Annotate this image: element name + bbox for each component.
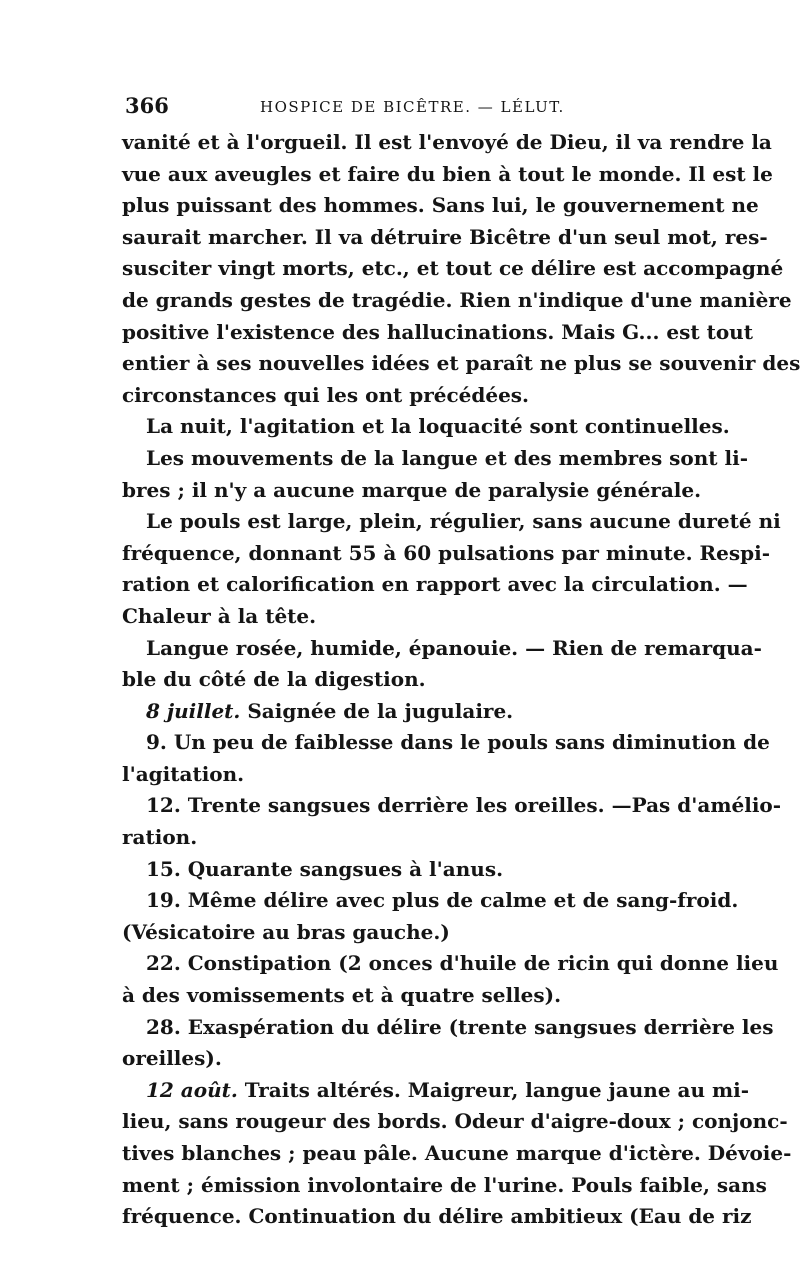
- text-line: susciter vingt morts, etc., et tout ce délire est accompagné: [122, 256, 784, 281]
- text-line: entier à ses nouvelles idées et paraît ne plus se souvenir des: [122, 351, 800, 376]
- body-text: [122, 127, 800, 1233]
- entry-date: 8 juillet.: [146, 698, 241, 723]
- text-line: 9. Un peu de faiblesse dans le pouls sans diminution de: [146, 730, 770, 755]
- text-line: 28. Exaspération du délire (trente sangsues derrière les: [146, 1014, 774, 1039]
- text-line: 19. Même délire avec plus de calme et de sang-froid.: [146, 888, 739, 913]
- text-line: [122, 1075, 750, 1107]
- text-line: ration.: [122, 825, 198, 850]
- text-line: La nuit, l'agitation et la loquacité sont continuelles.: [146, 414, 730, 439]
- running-title: HOSPICE DE BICÊTRE. — LÉLUT.: [260, 98, 565, 116]
- text-line: vue aux aveugles et faire du bien à tout le monde. Il est le: [122, 161, 773, 186]
- text-line: l'agitation.: [122, 761, 245, 786]
- text-line: tives blanches ; peau pâle. Aucune marque d'ictère. Dévoie-: [122, 1141, 792, 1165]
- text-line: fréquence, donnant 55 à 60 pulsations par minute. Respi-: [122, 540, 771, 565]
- text-line: oreilles).: [122, 1046, 222, 1071]
- text-line: Le pouls est large, plein, régulier, sans aucune dureté ni: [146, 509, 781, 534]
- text-line: 22. Constipation (2 onces d'huile de ricin qui donne lieu: [146, 951, 779, 976]
- text-line: de grands gestes de tragédie. Rien n'indique d'une manière: [122, 287, 792, 312]
- text-line: fréquence. Continuation du délire ambitieux (Eau de riz: [122, 1204, 752, 1229]
- entry-text: Saignée de la jugulaire.: [240, 698, 514, 723]
- page-number: 366: [125, 93, 169, 118]
- text-line: 12. Trente sangsues derrière les oreilles. —Pas d'amélio-: [146, 793, 782, 818]
- text-line: 15. Quarante sangsues à l'anus.: [146, 856, 504, 881]
- text-line: saurait marcher. Il va détruire Bicêtre d'un seul mot, res-: [122, 224, 768, 249]
- text-line: circonstances qui les ont précédées.: [122, 382, 530, 407]
- text-line: Langue rosée, humide, épanouie. — Rien de remarqua-: [146, 635, 762, 660]
- text-line: lieu, sans rougeur des bords. Odeur d'aigre-doux ; conjonc-: [122, 1109, 788, 1134]
- text-line: Les mouvements de la langue et des membres sont li-: [146, 445, 749, 470]
- text-line: [122, 696, 672, 728]
- text-line: vanité et à l'orgueil. Il est l'envoyé de Dieu, il va rendre la: [122, 130, 772, 154]
- text-line: (Vésicatoire au bras gauche.): [122, 919, 450, 944]
- text-line: ble du côté de la digestion.: [122, 667, 426, 692]
- running-head: [125, 91, 670, 121]
- text-line: ment ; émission involontaire de l'urine. Pouls faible, sans: [122, 1172, 767, 1197]
- text-line: plus puissant des hommes. Sans lui, le gouvernement ne: [122, 193, 759, 218]
- text-line: ration et calorification en rapport avec la circulation. —: [122, 572, 748, 597]
- text-line: à des vomissements et à quatre selles).: [122, 983, 562, 1008]
- entry-date: 12 août.: [146, 1077, 238, 1102]
- text-line: Chaleur à la tête.: [122, 603, 317, 628]
- text-line: positive l'existence des hallucinations. Mais G... est tout: [122, 319, 753, 344]
- entry-text: Traits altérés. Maigreur, langue jaune au mi-: [237, 1077, 750, 1102]
- text-line: bres ; il n'y a aucune marque de paralysie générale.: [122, 477, 702, 502]
